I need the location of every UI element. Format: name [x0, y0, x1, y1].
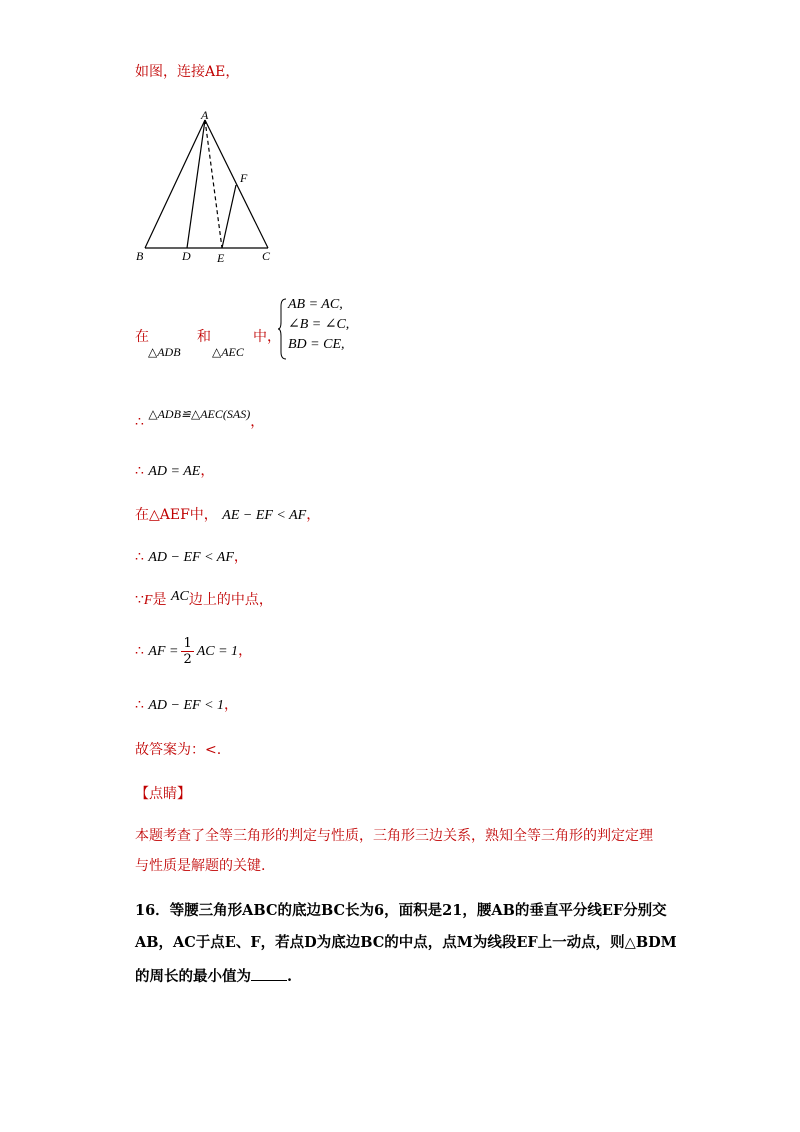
segment-ac-label: AC [170, 589, 189, 604]
dianjing-heading: 【点睛】 [135, 786, 191, 802]
intro-text: 如图，连接AE， [135, 64, 240, 80]
brace-icon [278, 298, 288, 360]
fraction-numerator: 1 [183, 635, 192, 651]
step-tail: ， [233, 549, 248, 565]
system-row: AB = AC, [288, 297, 343, 312]
segment-ae-dashed [205, 120, 222, 248]
step-triangle-aef [135, 505, 320, 526]
word-zhong: 中， [253, 329, 281, 345]
step-text: △ADB≌△AEC(SAS) [148, 407, 251, 421]
therefore-icon: ∴ [135, 414, 144, 430]
triangle-figure [130, 108, 290, 268]
equation-system [288, 295, 349, 355]
rhs-text: AC = 1 [196, 644, 239, 659]
triangle-adb: △ADB [148, 345, 181, 359]
label-d: D [182, 249, 191, 263]
question-line-2: AB，AC于点E、F，若点D为底边BC的中点，点M为线段EF上一动点，则△BDM [135, 934, 677, 951]
text-shi: 是 [152, 592, 167, 608]
therefore-icon: ∴ [135, 463, 144, 479]
text-midpoint: 边上的中点， [188, 592, 273, 608]
step-tail: ， [200, 463, 215, 479]
question-line-3: 的周长的最小值为 . [135, 968, 293, 985]
step-text: AE − EF < AF [222, 508, 307, 523]
summary-line-2: 与性质是解题的关键. [135, 858, 266, 874]
therefore-icon: ∴ [135, 549, 144, 565]
word-zai: 在 [135, 329, 149, 345]
question-line-1: 16．等腰三角形ABC的底边BC长为6，面积是21，腰AB的垂直平分线EF分别交 [135, 902, 667, 919]
therefore-icon: ∴ [135, 643, 144, 659]
step-text: AD = AE [148, 464, 201, 479]
label-a: A [201, 108, 209, 122]
step-ad-eq-ae [135, 461, 214, 482]
lhs-text: AF = [148, 644, 179, 659]
step-tail: ， [306, 507, 321, 523]
therefore-icon: ∴ [135, 697, 144, 713]
system-intro [135, 327, 149, 347]
answer-blank[interactable] [251, 966, 287, 981]
point-f: F [143, 593, 153, 608]
step-text: AD − EF < AF [148, 550, 234, 565]
step-text: AD − EF < 1 [148, 698, 225, 713]
triangle-aec: △AEC [212, 345, 244, 359]
step-final-inequality [135, 695, 238, 716]
label-c: C [262, 249, 271, 263]
because-icon: ∵ [135, 592, 144, 608]
label-f: F [240, 171, 248, 185]
step-af-value [135, 634, 252, 669]
segment-ef [222, 185, 236, 248]
because-line [135, 590, 273, 611]
system-row: ∠B = ∠C, [288, 317, 350, 332]
label-e: E [217, 251, 225, 265]
step-ad-minus-ef [135, 547, 248, 568]
step-tail: ， [250, 414, 265, 430]
label-b: B [136, 249, 144, 263]
fraction-denominator: 2 [183, 651, 192, 667]
step-congruent [135, 404, 265, 430]
answer-line: 故答案为：<. [135, 742, 222, 758]
summary-line-1: 本题考查了全等三角形的判定与性质，三角形三边关系，熟知全等三角形的判定定理 [135, 828, 653, 844]
question-text: 的周长的最小值为 [135, 968, 251, 985]
step-prefix: 在△AEF中， [135, 507, 218, 523]
segment-ac [205, 120, 268, 248]
step-tail: ， [224, 697, 239, 713]
word-he: 和 [197, 329, 211, 345]
system-row: BD = CE, [288, 337, 345, 352]
fraction-one-half [181, 636, 193, 667]
step-tail: ， [238, 643, 253, 659]
